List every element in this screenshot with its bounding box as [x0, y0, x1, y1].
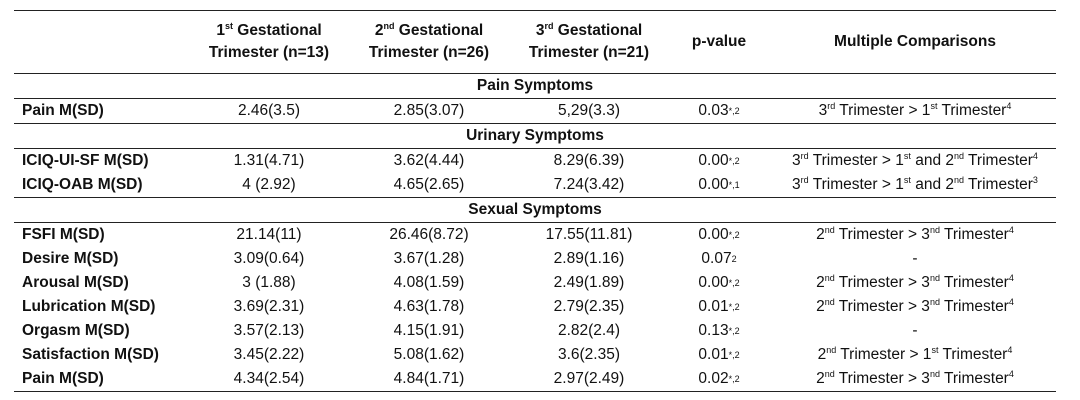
header-t2-suffix: nd — [383, 20, 395, 31]
comparison-text: - — [912, 250, 918, 267]
cell-second-trimester: 3.67(1.28) — [393, 250, 465, 267]
cell-multiple-comparisons — [774, 367, 1056, 391]
row-label: Satisfaction M(SD) — [22, 346, 159, 363]
comparison-superscript: nd — [824, 272, 835, 283]
section-title: Sexual Symptoms — [468, 201, 602, 218]
comparison-text: 3 — [792, 152, 801, 169]
header-t3-word: Gestational — [553, 22, 643, 39]
comparison-superscript: nd — [826, 344, 837, 355]
header-t1-subtitle: Trimester (n=13) — [208, 44, 330, 61]
cell-second-trimester: 4.08(1.59) — [393, 274, 465, 291]
header-t3-number: 3 — [535, 22, 545, 39]
cell-second-trimester: 4.65(2.65) — [393, 176, 465, 193]
p-value-number: 0.02 — [698, 370, 729, 387]
row-label: FSFI M(SD) — [22, 226, 105, 243]
p-value-number: 0.00 — [698, 176, 729, 193]
comparison-text: 2 — [816, 226, 825, 243]
comparison-superscript: nd — [929, 296, 940, 307]
cell-multiple-comparisons — [774, 149, 1056, 173]
table-header-row — [14, 10, 1056, 74]
cell-second-trimester: 4.63(1.78) — [393, 298, 465, 315]
section-header-row — [14, 198, 1056, 223]
header-t1-word: Gestational — [232, 22, 322, 39]
row-label: Arousal M(SD) — [22, 274, 129, 291]
table-row — [14, 99, 1056, 124]
cell-multiple-comparisons — [774, 319, 1056, 343]
comparison-text: Trimester — [939, 226, 1009, 243]
cell-first-trimester: 4.34(2.54) — [233, 370, 305, 387]
cell-multiple-comparisons — [774, 343, 1056, 367]
comparison-superscript: nd — [929, 224, 940, 235]
cell-third-trimester: 2.89(1.16) — [553, 250, 625, 267]
header-multiple-comparisons: Multiple Comparisons — [834, 33, 996, 50]
table-row — [14, 271, 1056, 295]
comparison-superscript: 4 — [1032, 150, 1038, 161]
p-value-number: 0.00 — [698, 226, 729, 243]
section-title: Urinary Symptoms — [466, 127, 604, 144]
cell-first-trimester: 1.31(4.71) — [233, 152, 305, 169]
comparison-superscript: nd — [954, 174, 965, 185]
cell-first-trimester: 2.46(3.5) — [237, 102, 301, 119]
header-third-trimester — [519, 11, 659, 73]
cell-p-value: 0.13 *,2 — [698, 322, 740, 339]
table-row — [14, 247, 1056, 271]
comparison-text: 2 — [816, 274, 825, 291]
comparison-superscript: 4 — [1008, 224, 1014, 235]
comparison-superscript: nd — [824, 368, 835, 379]
comparison-text: Trimester — [939, 298, 1009, 315]
table-row — [14, 223, 1056, 247]
results-table — [14, 10, 1056, 392]
comparison-text: 3 — [792, 176, 801, 193]
cell-third-trimester: 17.55(11.81) — [545, 226, 633, 243]
comparison-text: Trimester > 1 — [808, 152, 904, 169]
table-body — [14, 74, 1056, 392]
cell-p-value: 0.00 *,2 — [698, 152, 740, 169]
header-second-trimester — [354, 11, 504, 73]
row-label: Lubrication M(SD) — [22, 298, 156, 315]
comparison-text: Trimester — [939, 274, 1009, 291]
p-value-number: 0.01 — [698, 346, 729, 363]
header-label-column — [22, 11, 192, 73]
header-t3-suffix: rd — [544, 20, 554, 31]
comparison-superscript: nd — [824, 296, 835, 307]
cell-second-trimester: 2.85(3.07) — [393, 102, 465, 119]
header-first-trimester — [194, 11, 344, 73]
cell-third-trimester: 2.79(2.35) — [553, 298, 625, 315]
header-t2-number: 2 — [374, 22, 384, 39]
comparison-superscript: nd — [929, 368, 940, 379]
comparison-text: Trimester > 3 — [834, 298, 930, 315]
comparison-text: Trimester > 1 — [836, 346, 932, 363]
comparison-text: and 2 — [910, 152, 954, 169]
table-row — [14, 173, 1056, 198]
cell-p-value: 0.02 *,2 — [698, 370, 740, 387]
header-t2-subtitle: Trimester (n=26) — [368, 44, 490, 61]
comparison-text: 2 — [816, 370, 825, 387]
cell-multiple-comparisons — [774, 247, 1056, 271]
cell-third-trimester: 5,29(3.3) — [557, 102, 621, 119]
comparison-text: - — [912, 322, 918, 339]
comparison-superscript: st — [903, 150, 911, 161]
comparison-superscript: 4 — [1007, 344, 1013, 355]
row-label: Orgasm M(SD) — [22, 322, 130, 339]
cell-p-value: 0.07 2 — [701, 250, 737, 267]
cell-p-value: 0.00 *,2 — [698, 226, 740, 243]
cell-third-trimester: 2.82(2.4) — [557, 322, 621, 339]
table-row — [14, 343, 1056, 367]
comparison-superscript: 4 — [1008, 368, 1014, 379]
header-t1-suffix: st — [224, 20, 233, 31]
cell-second-trimester: 4.84(1.71) — [393, 370, 465, 387]
comparison-text: and 2 — [910, 176, 954, 193]
table-row — [14, 149, 1056, 173]
p-value-number: 0.07 — [701, 250, 732, 267]
comparison-superscript: nd — [824, 224, 835, 235]
comparison-superscript: st — [931, 344, 939, 355]
cell-third-trimester: 7.24(3.42) — [553, 176, 625, 193]
cell-first-trimester: 3 (1.88) — [242, 274, 296, 291]
cell-multiple-comparisons — [774, 223, 1056, 247]
header-t3-subtitle: Trimester (n=21) — [528, 44, 650, 61]
cell-second-trimester: 26.46(8.72) — [389, 226, 469, 243]
section-header-row — [14, 74, 1056, 99]
section-header-row — [14, 124, 1056, 149]
p-value-number: 0.00 — [698, 152, 729, 169]
comparison-text: 2 — [816, 298, 825, 315]
comparison-text: Trimester > 3 — [834, 370, 930, 387]
p-value-number: 0.13 — [698, 322, 729, 339]
cell-first-trimester: 3.09(0.64) — [233, 250, 305, 267]
cell-first-trimester: 21.14(11) — [236, 226, 302, 243]
comparison-text: Trimester > 1 — [835, 102, 931, 119]
comparison-superscript: st — [930, 100, 938, 111]
section-title: Pain Symptoms — [476, 77, 594, 94]
cell-p-value: 0.01 *,2 — [698, 298, 740, 315]
p-value-number: 0.01 — [698, 298, 729, 315]
comparison-text: 2 — [817, 346, 827, 363]
comparison-superscript: nd — [929, 272, 940, 283]
comparison-superscript: st — [903, 174, 911, 185]
cell-p-value: 0.03 *,2 — [698, 102, 740, 119]
comparison-text: Trimester — [964, 152, 1033, 169]
cell-p-value: 0.00 *,2 — [698, 274, 740, 291]
comparison-text: Trimester — [939, 370, 1009, 387]
header-p-value: p-value — [691, 33, 747, 50]
cell-third-trimester: 3.6(2.35) — [557, 346, 621, 363]
header-t2-word: Gestational — [394, 22, 484, 39]
row-label: ICIQ-UI-SF M(SD) — [22, 152, 149, 169]
comparison-text: 3 — [818, 102, 828, 119]
cell-multiple-comparisons — [774, 173, 1056, 197]
table-row — [14, 295, 1056, 319]
cell-multiple-comparisons — [774, 271, 1056, 295]
comparison-text: Trimester > 3 — [834, 226, 930, 243]
cell-p-value: 0.01 *,2 — [698, 346, 740, 363]
comparison-superscript: nd — [954, 150, 965, 161]
p-value-number: 0.03 — [698, 102, 729, 119]
comparison-superscript: 3 — [1032, 174, 1038, 185]
cell-third-trimester: 8.29(6.39) — [553, 152, 625, 169]
comparison-text: Trimester > 1 — [808, 176, 904, 193]
comparison-text: Trimester — [964, 176, 1033, 193]
cell-first-trimester: 3.69(2.31) — [233, 298, 305, 315]
comparison-superscript: 4 — [1008, 296, 1014, 307]
p-value-number: 0.00 — [698, 274, 729, 291]
comparison-superscript: rd — [800, 150, 809, 161]
table-row — [14, 367, 1056, 392]
comparison-superscript: 4 — [1008, 272, 1014, 283]
cell-p-value: 0.00 *,1 — [698, 176, 740, 193]
cell-third-trimester: 2.49(1.89) — [553, 274, 625, 291]
comparison-text: Trimester > 3 — [834, 274, 930, 291]
comparison-text: Trimester — [937, 102, 1007, 119]
cell-second-trimester: 4.15(1.91) — [393, 322, 465, 339]
row-label: ICIQ-OAB M(SD) — [22, 176, 143, 193]
cell-multiple-comparisons — [774, 99, 1056, 123]
cell-first-trimester: 3.45(2.22) — [233, 346, 305, 363]
comparison-superscript: rd — [800, 174, 809, 185]
table-row — [14, 319, 1056, 343]
comparison-superscript: rd — [827, 100, 836, 111]
comparison-text: Trimester — [938, 346, 1008, 363]
cell-first-trimester: 4 (2.92) — [242, 176, 296, 193]
cell-multiple-comparisons — [774, 295, 1056, 319]
cell-second-trimester: 5.08(1.62) — [393, 346, 465, 363]
cell-third-trimester: 2.97(2.49) — [553, 370, 625, 387]
cell-first-trimester: 3.57(2.13) — [233, 322, 305, 339]
cell-second-trimester: 3.62(4.44) — [393, 152, 465, 169]
row-label: Desire M(SD) — [22, 250, 119, 267]
comparison-superscript: 4 — [1006, 100, 1012, 111]
header-t1-number: 1 — [216, 22, 225, 39]
row-label: Pain M(SD) — [22, 102, 104, 119]
row-label: Pain M(SD) — [22, 370, 104, 387]
